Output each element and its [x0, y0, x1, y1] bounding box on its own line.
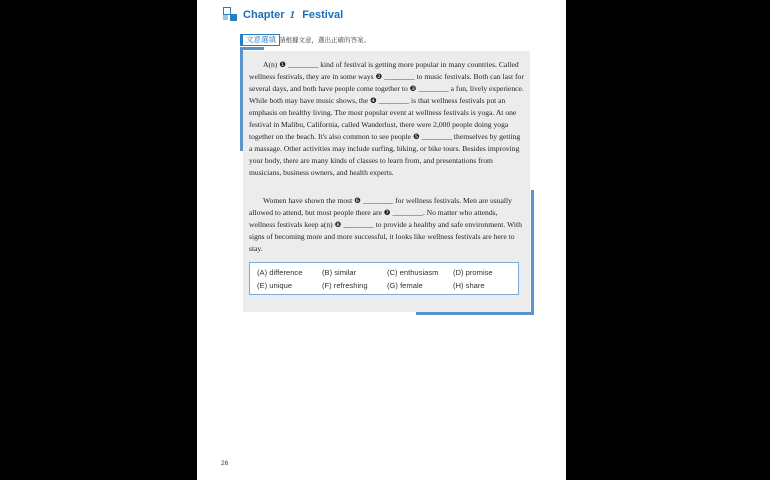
page-number: 26 — [221, 460, 229, 467]
accent-bar-right — [531, 190, 534, 315]
exercise-instruction: 請根據文意，選出正確的答案。 — [279, 36, 370, 44]
chapter-word: Chapter — [243, 9, 285, 21]
accent-bar-bottom — [416, 312, 534, 315]
choices-box — [249, 262, 519, 295]
choice-g: (G) female — [387, 281, 423, 290]
choice-e: (E) unique — [257, 281, 293, 290]
chapter-title — [243, 9, 343, 21]
choice-d: (D) promise — [453, 268, 493, 277]
chapter-squares-icon — [223, 7, 237, 21]
passage-paragraph-1: A(n) ❶ ________ kind of festival is getting more popular in many countries. Called wellness festivals, they are in some ways ❷ ________ to music festivals. Both can last for several days, and both have people come together to ❸ ________ a fun, lively experience. While both may have music shows, the ❹ ________ is that wellness festivals put an emphasis on healthy living. The most popular event at wellness festivals is yoga. At one festival in Malibu, California, called Wanderlust, there were 2,000 people doing yoga together on the beach. It's also common to see people ❺ ________ themselves by getting a massage. Other activities may include surfing, hiking, or bike tours. Besides improving your body, there are many kinds of classes to learn from, and presentations from musicians, business owners, and health experts. — [249, 60, 524, 177]
accent-bar-left — [240, 47, 243, 151]
chapter-number: 1 — [289, 9, 296, 21]
choice-h: (H) share — [453, 281, 485, 290]
choice-c: (C) enthusiasm — [387, 268, 439, 277]
choice-b: (B) similar — [322, 268, 357, 277]
choice-f: (F) refreshing — [322, 281, 368, 290]
accent-bar-top — [240, 47, 264, 50]
book-page — [197, 0, 566, 480]
exercise-label: 文意選填 — [240, 34, 280, 46]
chapter-name: Festival — [302, 9, 344, 21]
choice-a: (A) difference — [257, 268, 303, 277]
passage-paragraph-2: Women have shown the most ❻ ________ for wellness festivals. Men are usually allowed to attend, but most people there are ❼ ________. No matter who attends, wellness festivals keep a(n) ❽ ________ to provide a healthy and safe environment. With signs of becoming more and more successful, it looks like wellness festivals are here to stay. — [249, 196, 522, 253]
